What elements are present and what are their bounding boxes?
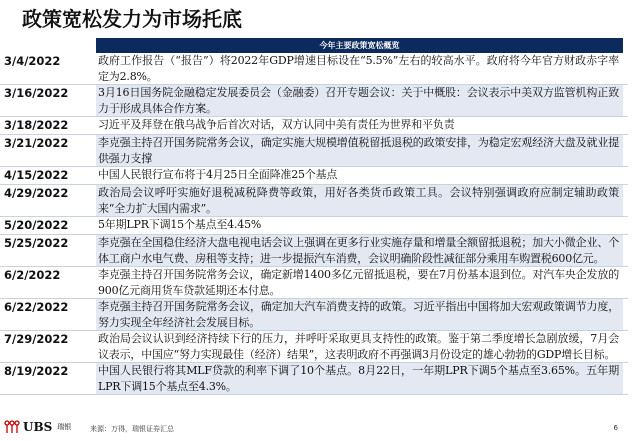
table-row [0,135,628,167]
footer [0,414,640,441]
row-description: 中国人民银行将其MLF贷款的利率下调了10个基点。8月22日，一年期LPR下调5个基点至3.65%。五年期LPR下调15个基点至4.3%。 [96,363,623,394]
table-row [0,117,628,135]
row-description: 中国人民银行宣布将于4月25日全面降准25个基点 [98,168,338,181]
logo-text: UBS [23,420,53,434]
row-date: 6/2/2022 [4,268,61,282]
row-date: 6/22/2022 [4,300,69,314]
row-description: 政治局会议呼吁实施好退税减税降费等政策，用好各类货币政策工具。会议特别强调政府应制定辅助政策来“全力扩大国内需求”。 [96,185,623,216]
row-date: 3/21/2022 [4,136,69,150]
table-row [0,267,628,299]
row-date: 7/29/2022 [4,332,69,346]
table-row [0,53,628,85]
table-row [0,299,628,331]
row-description: 3月16日国务院金融稳定发展委员会（金融委）召开专题会议：关于中概股：会议表示中美双方监管机构正致力于形成具体合作方案。 [96,85,623,116]
row-date: 5/20/2022 [4,218,69,232]
logo-sub: 瑞银 [57,423,72,431]
table-row [0,235,628,267]
row-description: 李克强主持召开国务院常务会议，确定加大汽车消费支持的政策。习近平指出中国将加大宏观政策调节力度，努力实现全年经济社会发展目标。 [96,299,623,330]
table-row [0,185,628,217]
row-date: 4/29/2022 [4,186,69,200]
table-header: 今年主要政策宽松概览 [96,38,623,53]
row-description: 习近平及拜登在俄乌战争后首次对话，双方认同中美有责任为世界和平负责 [98,118,455,131]
row-description: 李克强主持召开国务院常务会议，确定实施大规模增值税留抵退税的政策安排，为稳定宏观经济大盘及就业提供强力支撑 [96,135,623,166]
table-row [0,363,628,395]
row-date: 4/15/2022 [4,168,69,182]
row-description: 李克强主持召开国务院常务会议，确定新增1400多亿元留抵退税，要在7月份基本退到位。对汽车央企发放的900亿元商用货车贷款延期还本付息。 [98,268,619,297]
table-row [0,85,628,117]
table-row [0,167,628,185]
row-date: 3/4/2022 [4,54,61,68]
keys-icon [4,420,20,434]
page-number: 6 [613,424,618,432]
ubs-logo [4,420,71,434]
table-row [0,331,628,363]
row-description: 李克强在全国稳住经济大盘电视电话会议上强调在更多行业实施存量和增量全额留抵退税；加大小微企业、个体工商户水电气费、房租等支持；进一步提振汽车消费，会议明确阶段性减征部分乘用车购置税600亿元。 [96,235,623,266]
page-title: 政策宽松发力为市场托底 [22,7,242,31]
row-description: 5年期LPR下调15个基点至4.45% [98,218,262,231]
row-date: 3/18/2022 [4,118,69,132]
row-description: 政府工作报告（“报告”）将2022年GDP增速目标设在“5.5%”左右的较高水平。政府将今年官方财政赤字率定为2.8%。 [98,54,619,83]
table-body [0,53,628,395]
table-row [0,217,628,235]
row-date: 8/19/2022 [4,364,69,378]
row-description: 政治局会议认识到经济持续下行的压力，并呼吁采取更具支持性的政策。鉴于第二季度增长急剧放缓，7月会议表示，中国应“努力实现最佳（经济）结果”，这表明政府不再强调3月份设定的雄心勃勃的GDP增长目标。 [98,332,619,361]
row-date: 3/16/2022 [4,86,69,100]
row-date: 5/25/2022 [4,236,69,250]
policy-table [0,38,628,395]
source-note: 来源：万得，瑞银证券汇总 [90,425,174,433]
